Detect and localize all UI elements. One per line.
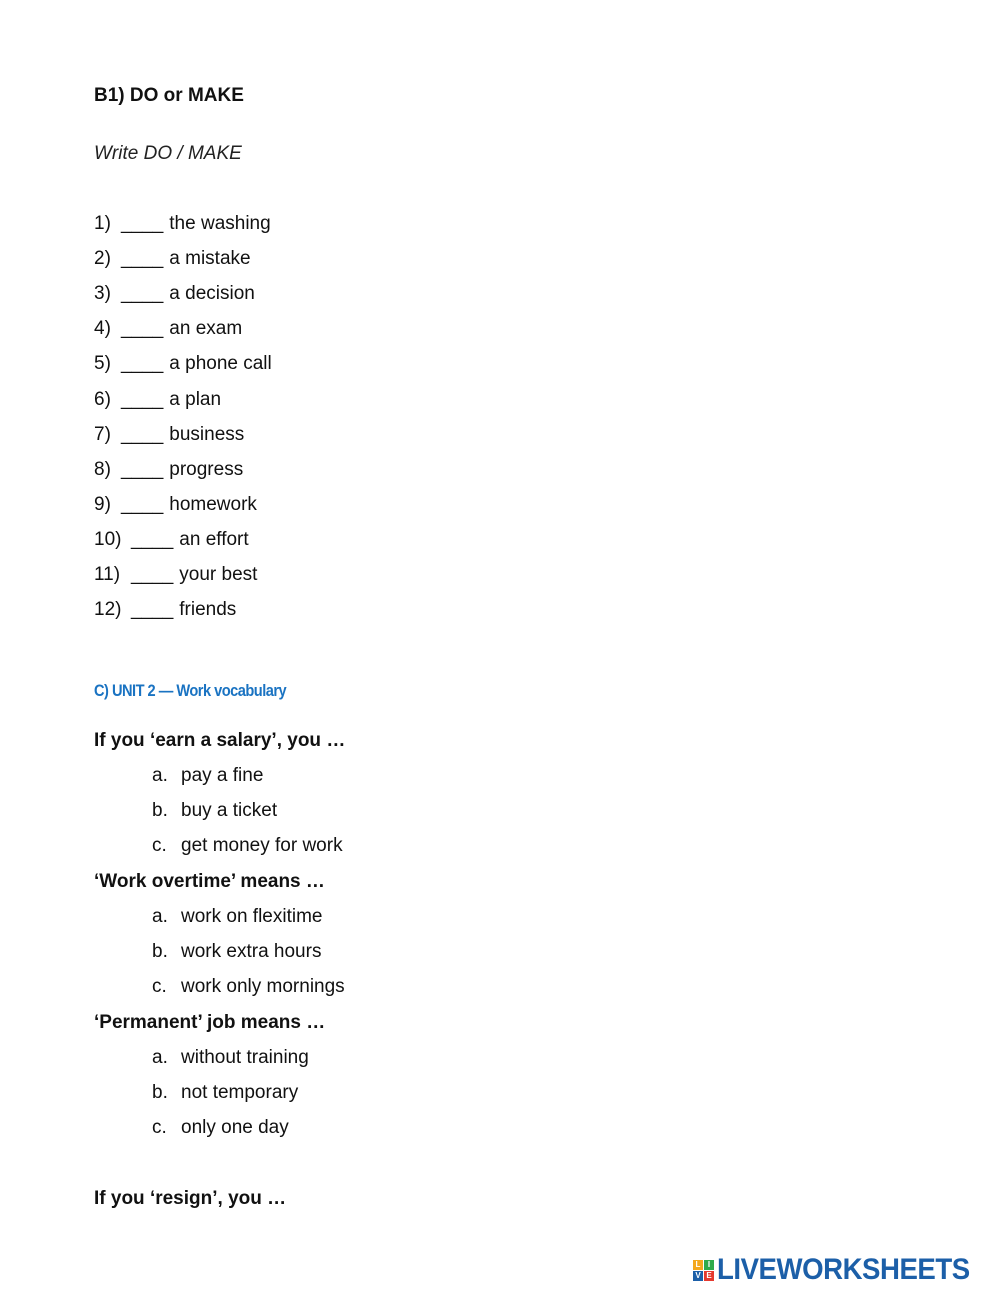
answer-option[interactable] — [152, 941, 321, 963]
option-letter: a. — [152, 1047, 168, 1068]
item-phrase: friends — [179, 599, 237, 620]
item-number: 1) — [94, 213, 111, 234]
item-number: 4) — [94, 318, 111, 339]
option-letter: a. — [152, 765, 168, 786]
do-make-item — [94, 459, 243, 481]
answer-blank[interactable]: ____ — [131, 599, 174, 620]
answer-blank[interactable]: ____ — [121, 213, 164, 234]
answer-blank[interactable]: ____ — [121, 459, 164, 480]
answer-blank[interactable]: ____ — [121, 389, 164, 410]
option-letter: c. — [152, 835, 167, 856]
logo-mark-v: V — [693, 1271, 703, 1281]
do-make-item — [94, 564, 257, 586]
option-text: not temporary — [181, 1082, 299, 1103]
item-number: 7) — [94, 424, 111, 445]
option-letter: c. — [152, 976, 167, 997]
answer-blank[interactable]: ____ — [121, 283, 164, 304]
option-text: pay a fine — [181, 765, 264, 786]
liveworksheets-logo-mark — [693, 1260, 714, 1281]
item-phrase: a decision — [169, 283, 255, 304]
question-prompt: ‘Permanent’ job means … — [94, 1012, 326, 1033]
option-letter: b. — [152, 941, 168, 962]
option-text: get money for work — [181, 835, 343, 856]
option-letter: a. — [152, 906, 168, 927]
answer-option[interactable] — [152, 1047, 309, 1069]
question-prompt: If you ‘resign’, you … — [94, 1188, 287, 1209]
item-number: 3) — [94, 283, 111, 304]
answer-option[interactable] — [152, 835, 343, 857]
item-number: 5) — [94, 353, 111, 374]
answer-option[interactable] — [152, 800, 277, 822]
answer-option[interactable] — [152, 976, 345, 998]
item-phrase: an effort — [179, 529, 249, 550]
item-number: 10) — [94, 529, 122, 550]
question-prompt: If you ‘earn a salary’, you … — [94, 730, 346, 751]
option-text: work on flexitime — [181, 906, 323, 927]
option-text: work only mornings — [181, 976, 345, 997]
item-number: 12) — [94, 599, 122, 620]
do-make-item — [94, 494, 257, 516]
item-number: 9) — [94, 494, 111, 515]
logo-mark-i: I — [704, 1260, 714, 1270]
answer-blank[interactable]: ____ — [121, 424, 164, 445]
option-letter: b. — [152, 1082, 168, 1103]
answer-option[interactable] — [152, 906, 323, 928]
answer-blank[interactable]: ____ — [131, 564, 174, 585]
do-make-item — [94, 213, 271, 235]
option-letter: b. — [152, 800, 168, 821]
answer-blank[interactable]: ____ — [121, 494, 164, 515]
section-c-heading: C) UNIT 2 — Work vocabulary — [94, 681, 287, 700]
question-prompt: ‘Work overtime’ means … — [94, 871, 325, 892]
option-text: only one day — [181, 1117, 289, 1138]
section-b1-title: B1) DO or MAKE — [94, 85, 244, 106]
logo-mark-e: E — [704, 1271, 714, 1281]
do-make-item — [94, 389, 221, 411]
do-make-item — [94, 248, 251, 270]
item-phrase: your best — [179, 564, 258, 585]
item-phrase: a plan — [169, 389, 222, 410]
do-make-item — [94, 353, 272, 375]
item-number: 6) — [94, 389, 111, 410]
item-phrase: the washing — [169, 213, 271, 234]
option-text: without training — [181, 1047, 309, 1068]
item-phrase: business — [169, 424, 245, 445]
logo-mark-l: L — [693, 1260, 703, 1270]
do-make-item — [94, 424, 244, 446]
item-phrase: progress — [169, 459, 244, 480]
do-make-item — [94, 318, 242, 340]
item-phrase: homework — [169, 494, 257, 515]
option-letter: c. — [152, 1117, 167, 1138]
do-make-item — [94, 283, 255, 305]
answer-option[interactable] — [152, 765, 263, 787]
item-number: 11) — [94, 564, 121, 585]
liveworksheets-logo — [693, 1253, 992, 1286]
section-b1-instruction: Write DO / MAKE — [94, 143, 242, 164]
answer-option[interactable] — [152, 1117, 289, 1139]
answer-option[interactable] — [152, 1082, 298, 1104]
do-make-item — [94, 529, 249, 551]
item-number: 8) — [94, 459, 111, 480]
answer-blank[interactable]: ____ — [131, 529, 174, 550]
option-text: buy a ticket — [181, 800, 278, 821]
answer-blank[interactable]: ____ — [121, 248, 164, 269]
answer-blank[interactable]: ____ — [121, 318, 164, 339]
do-make-item — [94, 599, 236, 621]
item-phrase: a mistake — [169, 248, 251, 269]
item-phrase: a phone call — [169, 353, 272, 374]
answer-blank[interactable]: ____ — [121, 353, 164, 374]
liveworksheets-logo-text: LIVEWORKSHEETS — [717, 1253, 970, 1286]
item-phrase: an exam — [169, 318, 243, 339]
item-number: 2) — [94, 248, 111, 269]
option-text: work extra hours — [181, 941, 322, 962]
